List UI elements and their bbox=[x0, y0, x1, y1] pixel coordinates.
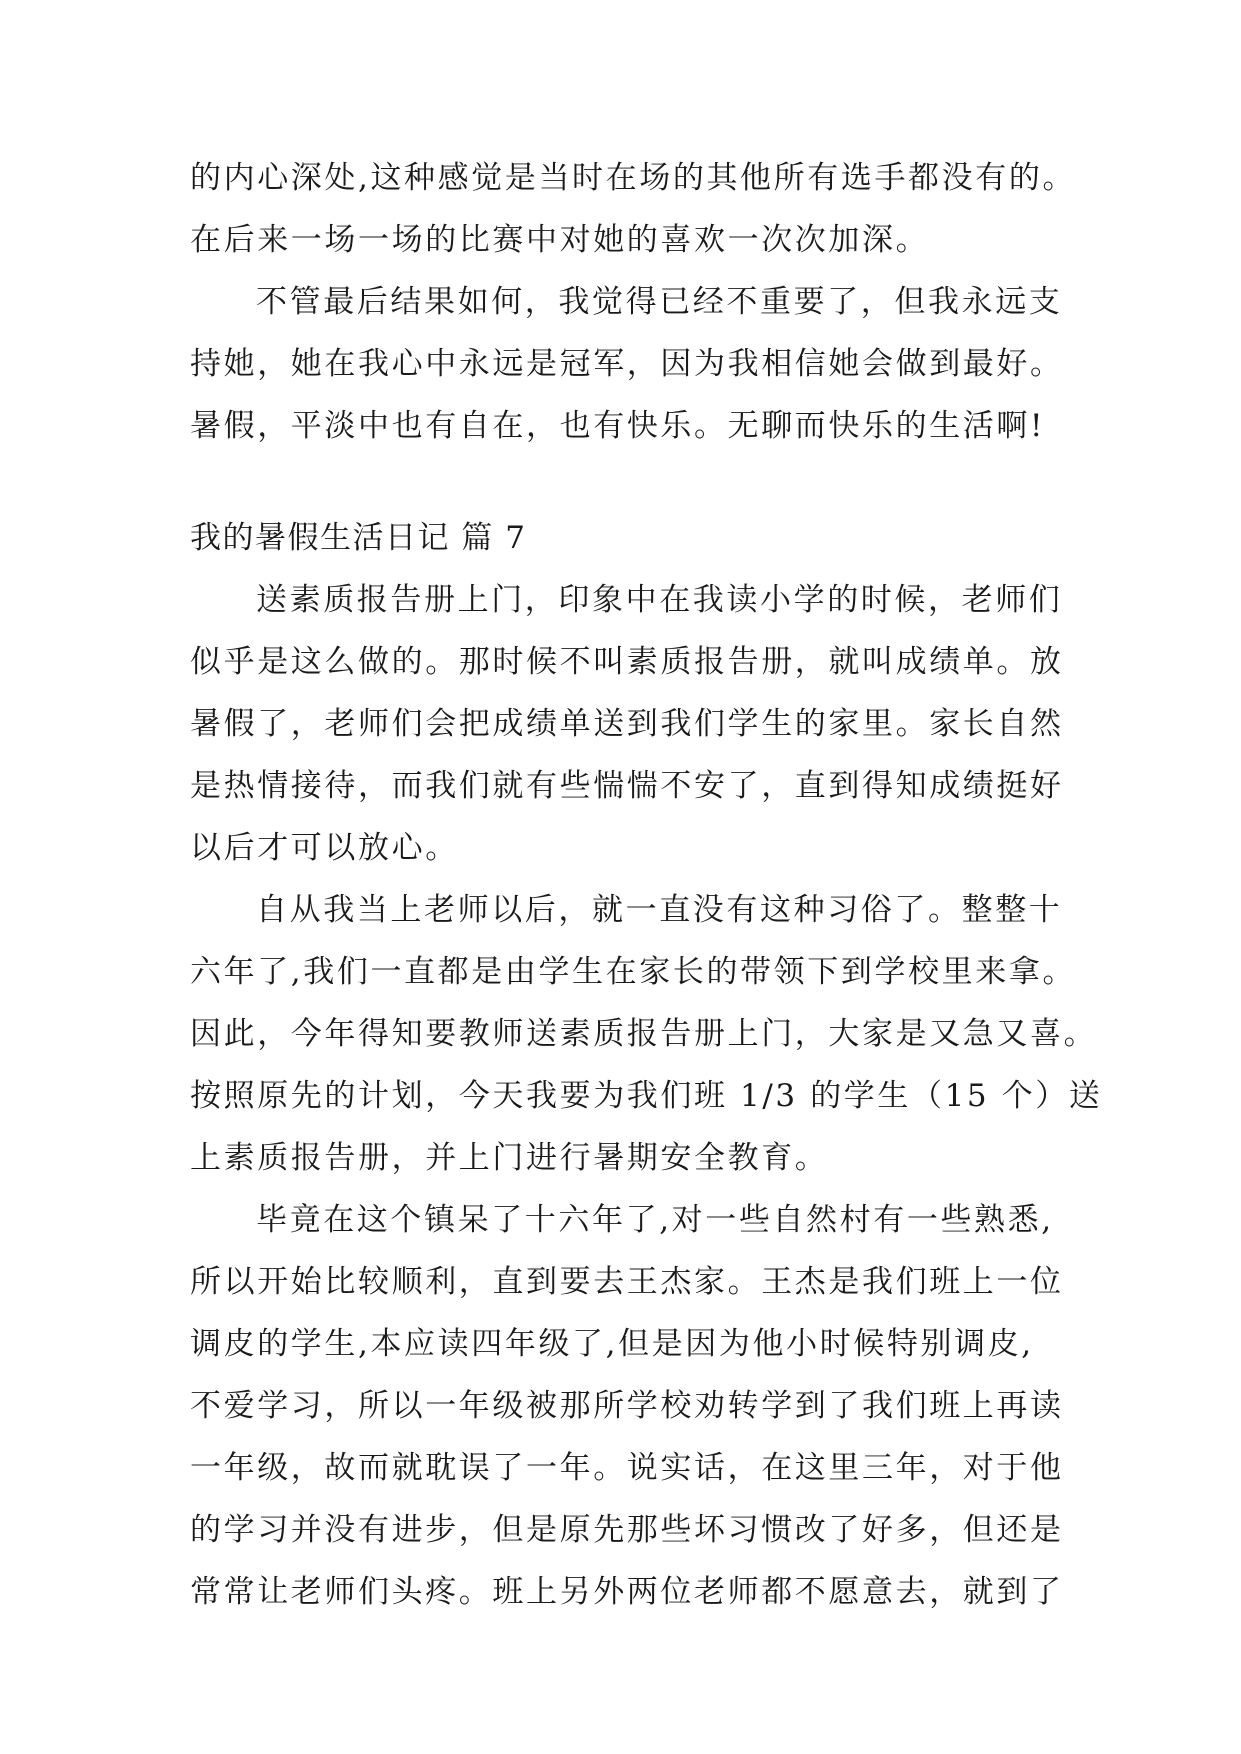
paragraph-line: 所以开始比较顺利，直到要去王杰家。王杰是我们班上一位 bbox=[190, 1264, 1064, 1300]
paragraph-line: 暑假，平淡中也有自在，也有快乐。无聊而快乐的生活啊! bbox=[190, 408, 1046, 444]
paragraph-line: 调皮的学生,本应读四年级了,但是因为他小时候特别调皮, bbox=[190, 1326, 1034, 1362]
paragraph-line: 不管最后结果如何，我觉得已经不重要了，但我永远支 bbox=[256, 284, 1063, 320]
paragraph-line: 自从我当上老师以后，就一直没有这种习俗了。整整十 bbox=[256, 892, 1063, 928]
paragraph-line: 不爱学习，所以一年级被那所学校劝转学到了我们班上再读 bbox=[190, 1388, 1064, 1424]
paragraph-line: 毕竟在这个镇呆了十六年了,对一些自然村有一些熟悉, bbox=[256, 1202, 1054, 1238]
paragraph-line: 常常让老师们头疼。班上另外两位老师都不愿意去，就到了 bbox=[190, 1574, 1064, 1610]
paragraph-line: 似乎是这么做的。那时候不叫素质报告册，就叫成绩单。放 bbox=[190, 644, 1064, 680]
paragraph-line: 在后来一场一场的比赛中对她的喜欢一次次加深。 bbox=[190, 222, 930, 258]
paragraph-line: 因此，今年得知要教师送素质报告册上门，大家是又急又喜。 bbox=[190, 1016, 1098, 1052]
paragraph-line: 按照原先的计划，今天我要为我们班 1/3 的学生（15 个）送 bbox=[190, 1078, 1103, 1114]
paragraph-line: 的学习并没有进步，但是原先那些坏习惯改了好多，但还是 bbox=[190, 1512, 1064, 1548]
paragraph-line: 以后才可以放心。 bbox=[190, 830, 459, 866]
paragraph-line: 上素质报告册，并上门进行暑期安全教育。 bbox=[190, 1140, 829, 1176]
paragraph-line: 暑假了，老师们会把成绩单送到我们学生的家里。家长自然 bbox=[190, 706, 1064, 742]
paragraph-line: 的内心深处,这种感觉是当时在场的其他所有选手都没有的。 bbox=[190, 160, 1077, 196]
paragraph-line: 一年级，故而就耽误了一年。说实话，在这里三年，对于他 bbox=[190, 1450, 1064, 1486]
paragraph-line: 送素质报告册上门，印象中在我读小学的时候，老师们 bbox=[256, 582, 1063, 618]
section-heading: 我的暑假生活日记 篇 7 bbox=[190, 520, 527, 556]
paragraph-line: 六年了,我们一直都是由学生在家长的带领下到学校里来拿。 bbox=[190, 954, 1077, 990]
paragraph-line: 是热情接待，而我们就有些惴惴不安了，直到得知成绩挺好 bbox=[190, 768, 1064, 804]
paragraph-line: 持她，她在我心中永远是冠军，因为我相信她会做到最好。 bbox=[190, 346, 1064, 382]
